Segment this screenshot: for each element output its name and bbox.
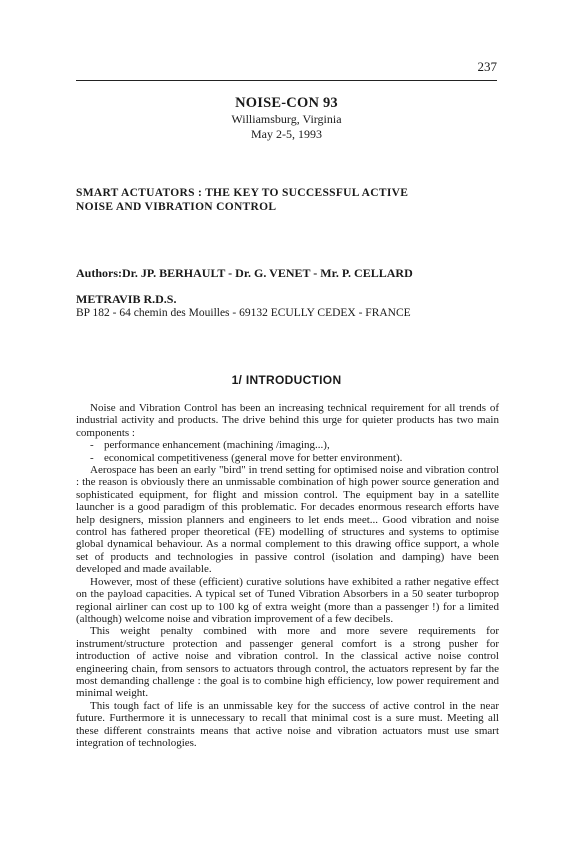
conference-name: NOISE-CON 93 xyxy=(235,95,338,111)
conference-location: Williamsburg, Virginia xyxy=(231,112,342,126)
body-paragraph: Aerospace has been an early "bird" in trend setting for optimised noise and vibration control : the reason is obviously there an unmissable combination of high power source generation and sophisticated equipment, for flight and mission control. The equipment bay in a satellite launcher is a good paradigm of this problematic. For decades enormous research efforts have help designers, mission planners and engineers to let ends meet... Good vibration and noise control has fathered proper theoretical (FE) modelling of structures and systems to optimise global dynamical behaviour. As a normal complement to this drawing office support, a whole set of products and technologies in passive control (isolation and damping) have been developed and made available. xyxy=(76,464,499,576)
paper-title-line: SMART ACTUATORS : THE KEY TO SUCCESSFUL ACTIVE xyxy=(76,187,409,199)
list-item-text: economical competitiveness (general move for better environment). xyxy=(104,451,403,464)
paper-title-line: NOISE AND VIBRATION CONTROL xyxy=(76,200,277,213)
body-paragraph: Noise and Vibration Control has been an increasing technical requirement for all trends of industrial activity and products. The drive behind this urge for quieter products has two main components : xyxy=(76,402,499,439)
list-item: - performance enhancement (machining /imaging...), xyxy=(90,439,330,452)
section-heading: 1/ INTRODUCTION xyxy=(231,373,342,387)
page-number: 237 xyxy=(477,59,497,74)
body-paragraph: This tough fact of life is an unmissable key for the success of active control in the near future. Furthermore it is unnecessary to recall that minimal cost is a sure must. Meeting all these different constraints means that active noise and vibration actuators must use smart integration of technologies. xyxy=(76,699,499,749)
organization: METRAVIB R.D.S. xyxy=(76,292,177,306)
list-item-text: performance enhancement (machining /imaging...), xyxy=(104,439,330,452)
conference-header xyxy=(76,95,497,142)
body-paragraph: This weight penalty combined with more and more severe requirements for instrument/structure protection and passenger general comfort is a strong pusher for introduction of active noise and vibration control. In the classical active noise control engineering chain, from sensors to actuators through control, the actuators represent by far the most demanding challenge : the goal is to combine high efficiency, low power requirement and minimal weight. xyxy=(76,625,499,700)
paper-title xyxy=(76,187,506,214)
section-body xyxy=(76,402,499,749)
authors-line: Authors:Dr. JP. BERHAULT - Dr. G. VENET - Mr. P. CELLARD xyxy=(76,266,413,280)
conference-dates: May 2-5, 1993 xyxy=(251,127,322,141)
organization-address: BP 182 - 64 chemin des Mouilles - 69132 ECULLY CEDEX - FRANCE xyxy=(76,307,411,319)
bullet-list xyxy=(76,439,499,464)
header-rule xyxy=(76,80,497,81)
list-item: - economical competitiveness (general move for better environment). xyxy=(90,451,403,464)
body-paragraph: However, most of these (efficient) curative solutions have exhibited a rather negative effect on the payload capacities. A typical set of Tuned Vibration Absorbers in a 50 seater turboprop regional airliner can cost up to 100 kg of extra weight (more than a passenger !) for a limited (although) welcome noise and vibration improvement of a few decibels. xyxy=(76,575,499,625)
